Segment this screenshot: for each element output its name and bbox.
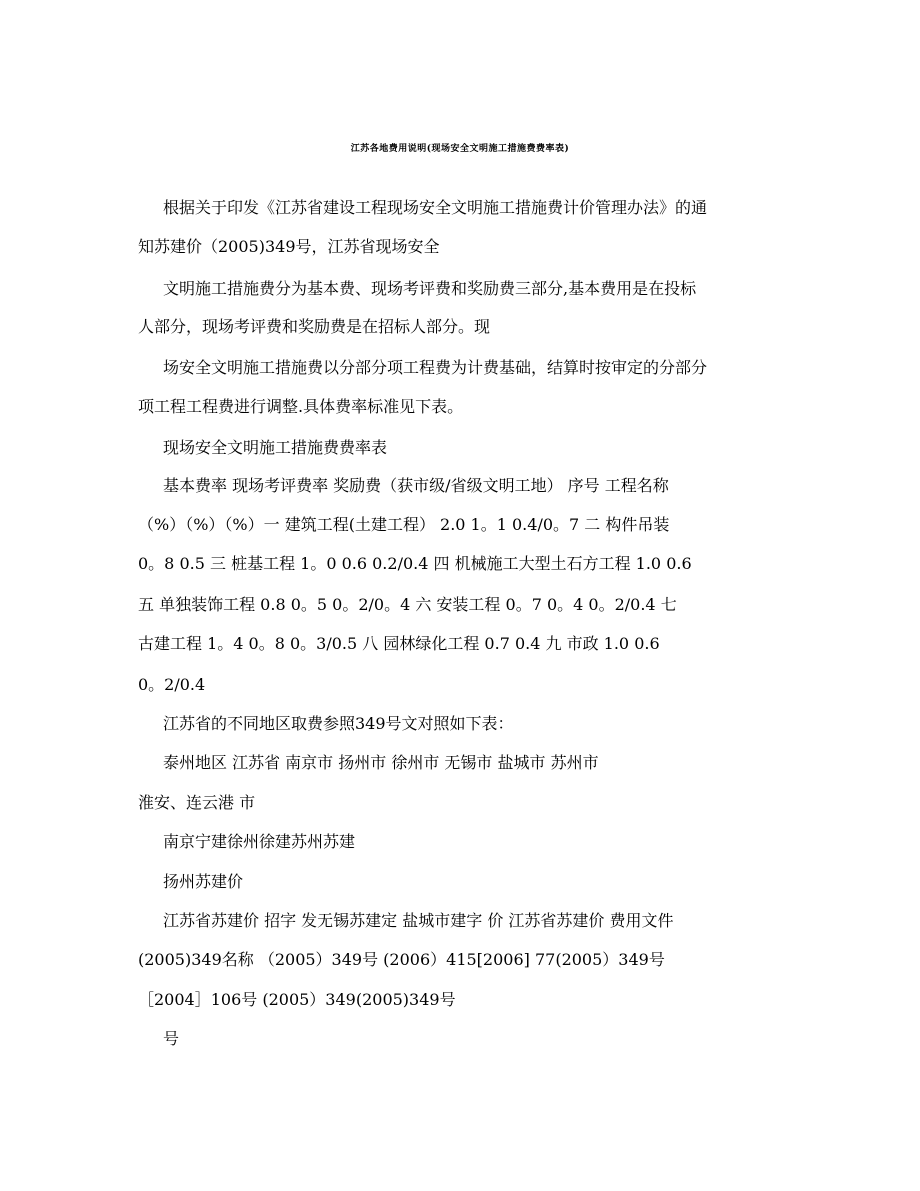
document-title: 江苏各地费用说明(现场安全文明施工措施费费率表) bbox=[350, 144, 570, 154]
paragraph-line: 0。8 0.5 三 桩基工程 1。0 0.6 0.2/0.4 四 机械施工大型土石方工程 1.0 0.6 bbox=[138, 554, 692, 573]
paragraph-line: 0。2/0.4 bbox=[138, 675, 206, 694]
paragraph-line: ［2004］106号 (2005）349(2005)349号 bbox=[138, 990, 456, 1009]
paragraph-line: 号 bbox=[163, 1029, 180, 1048]
paragraph-line: 江苏省苏建价 招字 发无锡苏建定 盐城市建字 价 江苏省苏建价 费用文件 bbox=[163, 911, 674, 930]
paragraph-line: 场安全文明施工措施费以分部分项工程费为计费基础，结算时按审定的分部分 bbox=[163, 358, 708, 377]
paragraph-line: 五 单独装饰工程 0.8 0。5 0。2/0。4 六 安装工程 0。7 0。4 0。2/0.4 七 bbox=[138, 595, 677, 614]
paragraph-line: 南京宁建徐州徐建苏州苏建 bbox=[163, 832, 356, 851]
table-caption: 现场安全文明施工措施费费率表 bbox=[163, 438, 388, 457]
paragraph-line: 人部分，现场考评费和奖励费是在招标人部分。现 bbox=[138, 317, 491, 336]
paragraph-line: 根据关于印发《江苏省建设工程现场安全文明施工措施费计价管理办法》的通 bbox=[163, 198, 708, 217]
paragraph-line: 淮安、连云港 市 bbox=[138, 793, 256, 812]
paragraph-line: 文明施工措施费分为基本费、现场考评费和奖励费三部分,基本费用是在投标 bbox=[163, 279, 697, 298]
paragraph-line: 泰州地区 江苏省 南京市 扬州市 徐州市 无锡市 盐城市 苏州市 bbox=[163, 753, 599, 772]
paragraph-line: 基本费率 现场考评费率 奖励费（获市级/省级文明工地） 序号 工程名称 bbox=[163, 476, 669, 495]
paragraph-line: 江苏省的不同地区取费参照349号文对照如下表： bbox=[163, 714, 514, 733]
paragraph-line: 项工程工程费进行调整.具体费率标准见下表。 bbox=[138, 397, 464, 416]
paragraph-line: 知苏建价（2005)349号，江苏省现场安全 bbox=[138, 237, 440, 256]
paragraph-line: (2005)349名称 （2005）349号 (2006）415[2006] 77(2005）349号 bbox=[138, 950, 665, 969]
paragraph-line: 古建工程 1。4 0。8 0。3/0.5 八 园林绿化工程 0.7 0.4 九 市政 1.0 0.6 bbox=[138, 634, 660, 653]
paragraph-line: （%）（%）（%）一 建筑工程(土建工程） 2.0 1。1 0.4/0。7 二 构件吊装 bbox=[138, 515, 670, 534]
paragraph-line: 扬州苏建价 bbox=[163, 872, 244, 891]
